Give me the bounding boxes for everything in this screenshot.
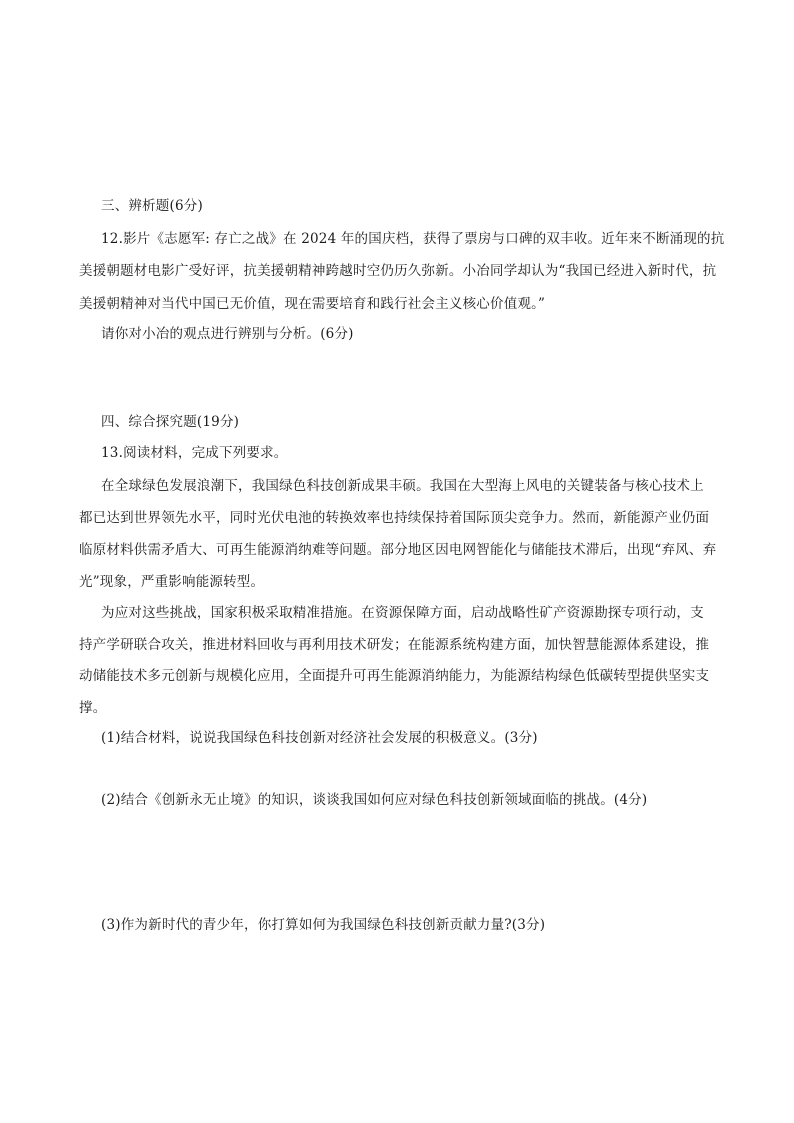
- material-paragraph-1-line-2: 都已达到世界领先水平，同时光伏电池的转换效率也持续保持着国际顶尖竞争力。然而，新能源产业仍面: [79, 510, 710, 526]
- question-12-line-2: 美援朝题材电影广受好评，抗美援朝精神跨越时空仍历久弥新。小冶同学却认为“我国已经进入新时代，抗: [79, 263, 717, 279]
- material-paragraph-2-line-4: 撑。: [79, 700, 107, 716]
- question-12-prompt: 请你对小冶的观点进行辨别与分析。(6分): [101, 326, 354, 342]
- question-13-intro: 13.阅读材料，完成下列要求。: [101, 445, 288, 461]
- sub-question-2: (2)结合《创新永无止境》的知识，谈谈我国如何应对绿色科技创新领域面临的挑战。(4分): [101, 792, 648, 808]
- section-3-heading: 三、辨析题(6分): [101, 198, 203, 214]
- material-paragraph-2-line-2: 持产学研联合攻关，推进材料回收与再利用技术研发；在能源系统构建方面，加快智慧能源体系建设，推: [79, 637, 710, 653]
- sub-question-3: (3)作为新时代的青少年，你打算如何为我国绿色科技创新贡献力量?(3分): [101, 917, 546, 933]
- question-12-line-3: 美援朝精神对当代中国已无价值，现在需要培育和践行社会主义核心价值观。”: [79, 296, 546, 312]
- material-paragraph-1-line-4: 光”现象，严重影响能源转型。: [79, 574, 265, 590]
- section-4-heading: 四、综合探究题(19分): [101, 414, 240, 430]
- question-12-line-1: 12.影片《志愿军: 存亡之战》在 2024 年的国庆档，获得了票房与口碑的双丰收。近年来不断涌现的抗: [101, 231, 725, 247]
- material-paragraph-2-line-3: 动储能技术多元创新与规模化应用，全面提升可再生能源消纳能力，为能源结构绿色低碳转型提供坚实支: [79, 668, 710, 684]
- material-paragraph-1-line-1: 在全球绿色发展浪潮下，我国绿色科技创新成果丰硕。我国在大型海上风电的关键装备与核心技术上: [101, 478, 704, 494]
- material-paragraph-2-line-1: 为应对这些挑战，国家积极采取精准措施。在资源保障方面，启动战略性矿产资源勘探专项行动，支: [101, 605, 704, 621]
- sub-question-1: (1)结合材料，说说我国绿色科技创新对经济社会发展的积极意义。(3分): [101, 730, 538, 746]
- material-paragraph-1-line-3: 临原材料供需矛盾大、可再生能源消纳难等问题。部分地区因电网智能化与储能技术滞后，出现“弃风、弃: [79, 542, 717, 558]
